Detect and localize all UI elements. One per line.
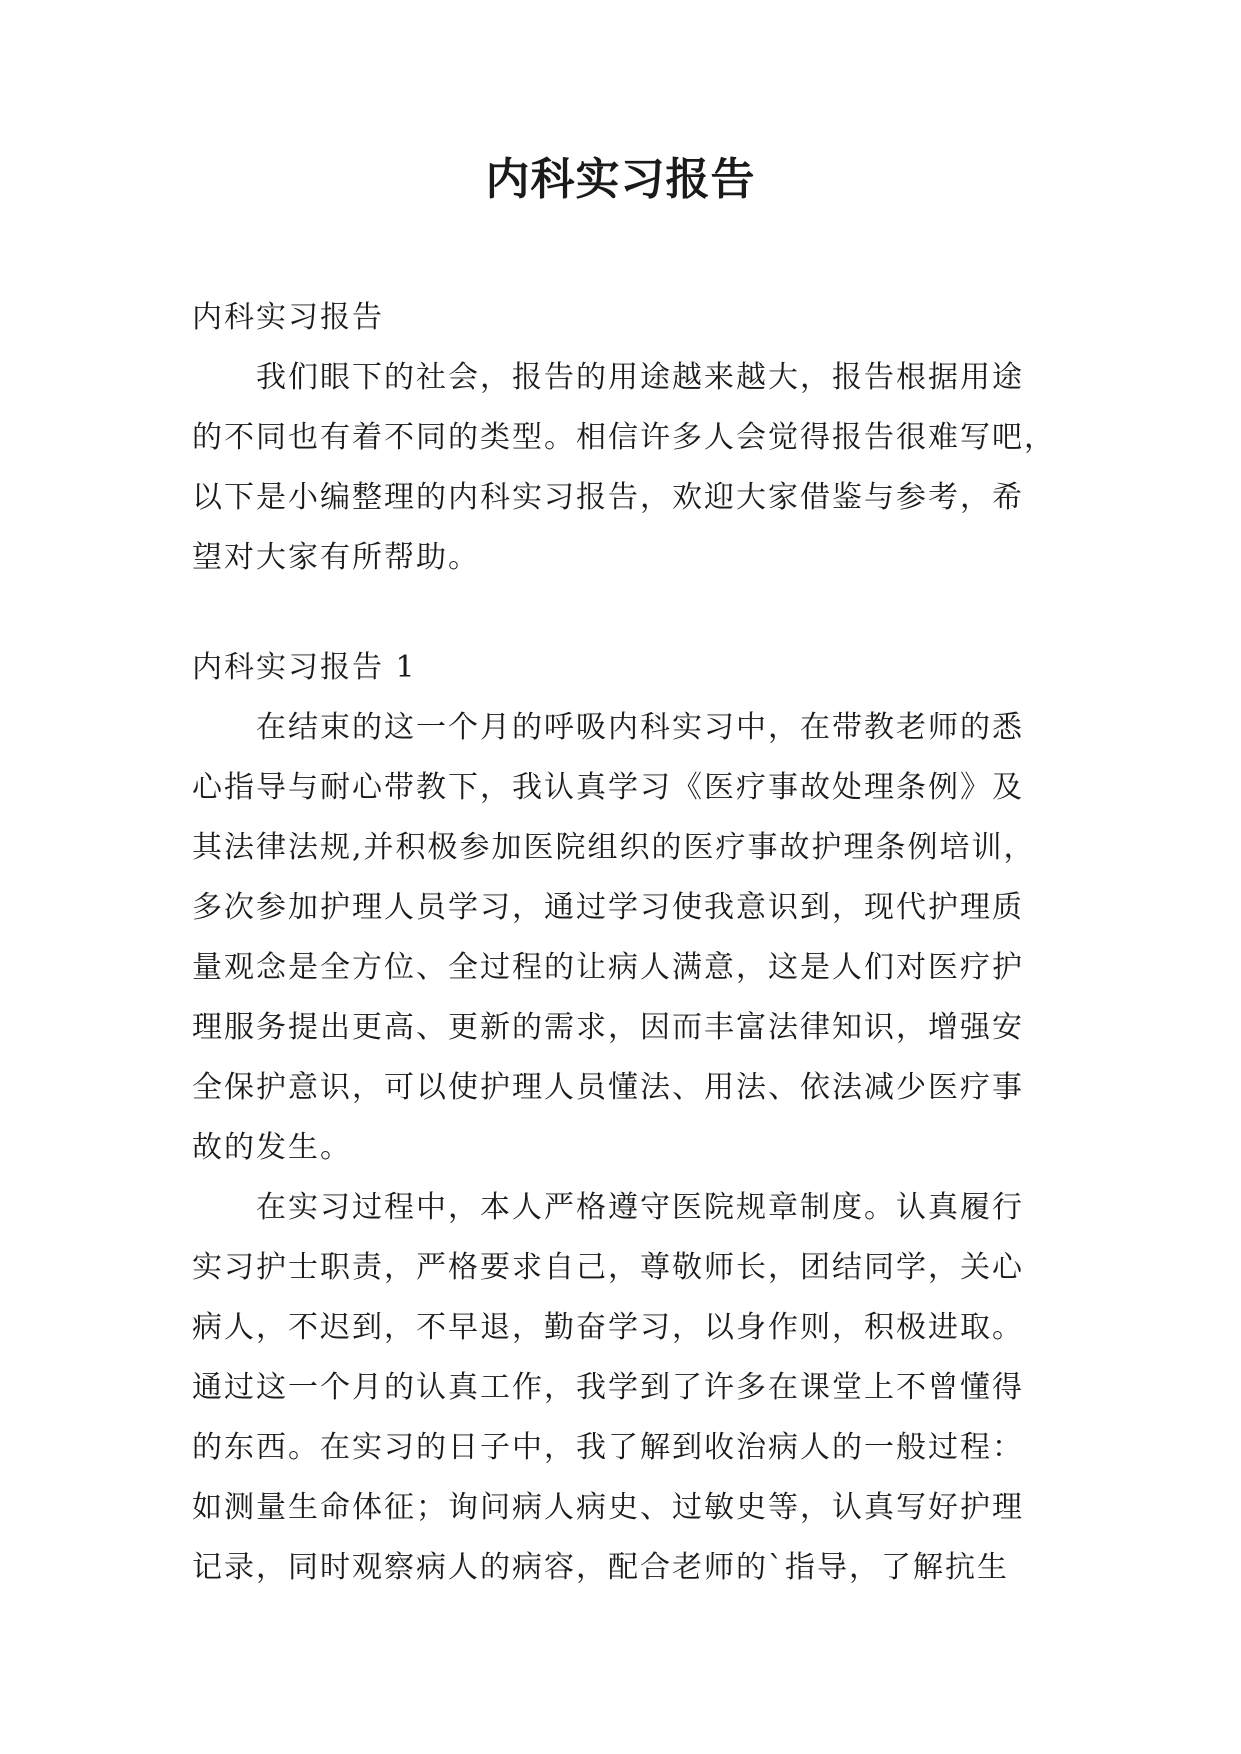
paragraph-line: 理服务提出更高、更新的需求，因而丰富法律知识，增强安	[192, 1010, 1024, 1045]
paragraph-line: 的东西。在实习的日子中，我了解到收治病人的一般过程：	[192, 1430, 1024, 1465]
paragraph-line: 其法律法规,并积极参加医院组织的医疗事故护理条例培训，	[192, 830, 1036, 865]
paragraph-line: 以下是小编整理的内科实习报告，欢迎大家借鉴与参考，希	[192, 480, 1024, 515]
paragraph-line: 我们眼下的社会，报告的用途越来越大，报告根据用途	[256, 360, 1024, 395]
document-title: 内科实习报告	[485, 154, 756, 205]
intro-heading: 内科实习报告	[192, 300, 384, 335]
paragraph-line: 在结束的这一个月的呼吸内科实习中，在带教老师的悉	[256, 710, 1024, 745]
paragraph-line: 在实习过程中，本人严格遵守医院规章制度。认真履行	[256, 1190, 1024, 1225]
section-heading: 内科实习报告 1	[192, 650, 417, 685]
document-body	[192, 288, 1054, 1598]
section-spacer	[192, 588, 1054, 638]
paragraph-line: 病人，不迟到，不早退，勤奋学习，以身作则，积极进取。	[192, 1310, 1024, 1345]
section-paragraph-2	[192, 1178, 1054, 1598]
paragraph-line: 心指导与耐心带教下，我认真学习《医疗事故处理条例》及	[192, 770, 1024, 805]
intro-paragraph	[192, 348, 1054, 588]
paragraph-line: 实习护士职责，严格要求自己，尊敬师长，团结同学，关心	[192, 1250, 1024, 1285]
paragraph-line: 多次参加护理人员学习，通过学习使我意识到，现代护理质	[192, 890, 1024, 925]
paragraph-line: 全保护意识，可以使护理人员懂法、用法、依法减少医疗事	[192, 1070, 1024, 1105]
paragraph-line: 望对大家有所帮助。	[192, 540, 480, 575]
paragraph-line: 如测量生命体征；询问病人病史、过敏史等，认真写好护理	[192, 1490, 1024, 1525]
paragraph-line: 记录，同时观察病人的病容，配合老师的`指导，了解抗生	[192, 1550, 1009, 1585]
section-paragraph-1	[192, 698, 1054, 1178]
paragraph-line: 故的发生。	[192, 1130, 352, 1165]
paragraph-line: 量观念是全方位、全过程的让病人满意，这是人们对医疗护	[192, 950, 1024, 985]
paragraph-line: 的不同也有着不同的类型。相信许多人会觉得报告很难写吧，	[192, 420, 1056, 455]
paragraph-line: 通过这一个月的认真工作，我学到了许多在课堂上不曾懂得	[192, 1370, 1024, 1405]
